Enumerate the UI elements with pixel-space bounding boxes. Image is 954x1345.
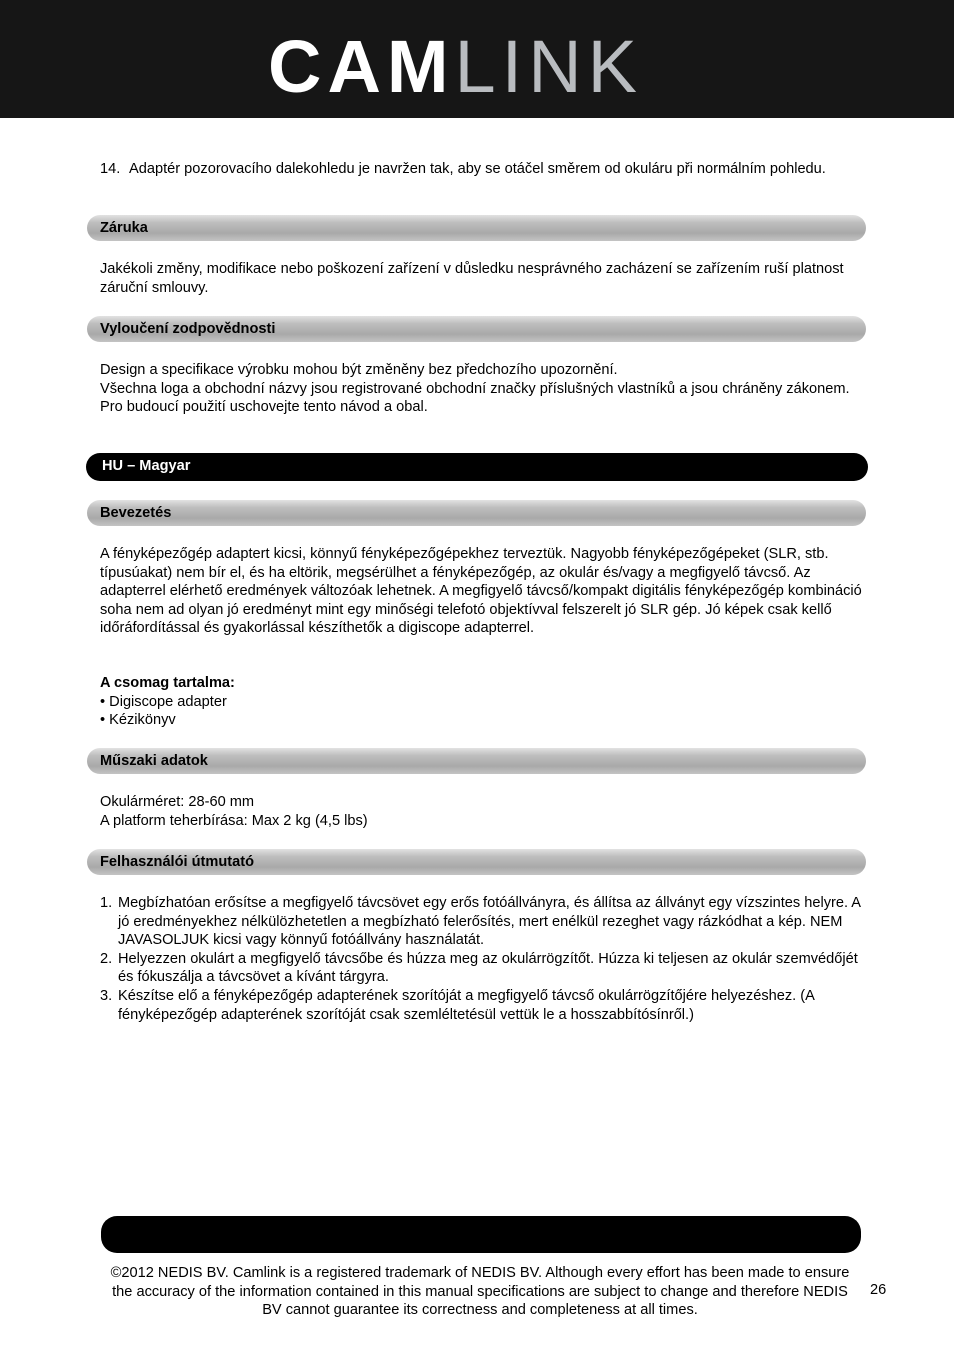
list-text: Adaptér pozorovacího dalekohledu je navržen tak, aby se otáčel směrem od okuláru při normálním pohledu. [129, 161, 826, 177]
footer-copyright: ©2012 NEDIS BV. Camlink is a registered trademark of NEDIS BV. Although every effort has been made to ensure the accuracy of the information contained in this manual specifications are subject to change and therefore NEDIS BV cannot guarantee its correctness and completeness at all times. [110, 1265, 850, 1319]
language-title: HU – Magyar [102, 458, 191, 474]
section-bar-bevezetes [87, 500, 866, 526]
list-text: Helyezzen okulárt a megfigyelő távcsőbe és húzza meg az okulárrögzítőt. Húzza ki teljesen az okulár szemvédőjét és fókuszálja a távcsövet a kívánt tárgyra. [118, 950, 858, 986]
list-number: 14. [100, 161, 121, 177]
package-contents [100, 674, 870, 730]
section-title: Záruka [100, 220, 148, 236]
package-title: A csomag tartalma: [100, 675, 235, 691]
muszaki-text [100, 793, 870, 830]
section-title: Műszaki adatok [100, 753, 208, 769]
vylouceni-text [100, 361, 870, 417]
list-text: Készítse elő a fényképezőgép adapterének szorítóját a megfigyelő távcső okulárrögzítőjére helyezéshez. (A fényképezőgép adapterének szorítóját csak szemléltetésül vettük le a hosszabbítósínről.) [118, 987, 815, 1023]
language-bar-hu [86, 453, 868, 481]
paragraph-line: Všechna loga a obchodní názvy jsou registrované obchodní značky příslušných vlastníků a jsou chráněny zákonem. Pro budoucí použití uschovejte tento návod a obal. [100, 380, 850, 416]
list-item [100, 987, 870, 1024]
section-bar-vylouceni [87, 316, 866, 342]
page-header [0, 0, 954, 118]
bevezetes-text: A fényképezőgép adaptert kicsi, könnyű fényképezőgépekhez terveztük. Nagyobb fényképezőgépeket (SLR, stb. típusúakat) nem bír el, és ha eltörik, megsérülhet a fényképezőgép, az okulár és/vagy a megfigyelő távcső. Az adapterrel elérhető eredmények változóak lehetnek. A megfigyelő távcső/kompakt digitális fényképezőgép kombináció soha nem ad olyan jó eredményt mint egy minőségi telefotó objektívval felszerelt jó SLR gép. Jó képek csak kellő időráfordítással és gyakorlással készíthetők a digiscope adapterrel. [100, 546, 862, 637]
utmutato-list [100, 894, 870, 1024]
section-bar-utmutato [87, 849, 866, 875]
list-item: • Digiscope adapter [100, 693, 227, 710]
list-item [100, 950, 870, 987]
list-number: 2. [100, 950, 113, 967]
section-bar-zaruka [87, 215, 866, 241]
footer-bar [101, 1216, 861, 1253]
list-number: 1. [100, 895, 113, 911]
page-number: 26 [870, 1282, 887, 1298]
zaruka-text: Jakékoli změny, modifikace nebo poškození zařízení v důsledku nesprávného zacházení se zařízením ruší platnost záruční smlouvy. [100, 261, 844, 296]
spec-line: A platform teherbírása: Max 2 kg (4,5 lbs) [100, 812, 368, 829]
section-title: Vyloučení zodpovědnosti [100, 321, 276, 337]
logo-cam: CAM [268, 25, 455, 108]
section-title: Bevezetés [100, 505, 172, 521]
cz-item-14 [100, 160, 870, 179]
list-text: Megbízhatóan erősítse a megfigyelő távcsövet egy erős fotóállványra, és állítsa az állványt egy vízszintes helyre. A jó eredményekhez nélkülözhetetlen a megbízható felerősítés, mert enélkül rezeghet vagy rázkódhat a kép. NEM JAVASOLJUK kicsi vagy könnyű fotóállvány használatát. [118, 895, 861, 949]
paragraph-line: Design a specifikace výrobku mohou být změněny bez předchozího upozornění. [100, 362, 618, 378]
list-item: • Kézikönyv [100, 712, 176, 729]
section-title: Felhasználói útmutató [100, 854, 255, 870]
camlink-logo [268, 25, 644, 108]
list-number: 3. [100, 987, 113, 1004]
logo-link: LINK [454, 25, 644, 108]
section-bar-muszaki [87, 748, 866, 774]
spec-line: Okulárméret: 28-60 mm [100, 794, 255, 810]
list-item [100, 894, 870, 950]
